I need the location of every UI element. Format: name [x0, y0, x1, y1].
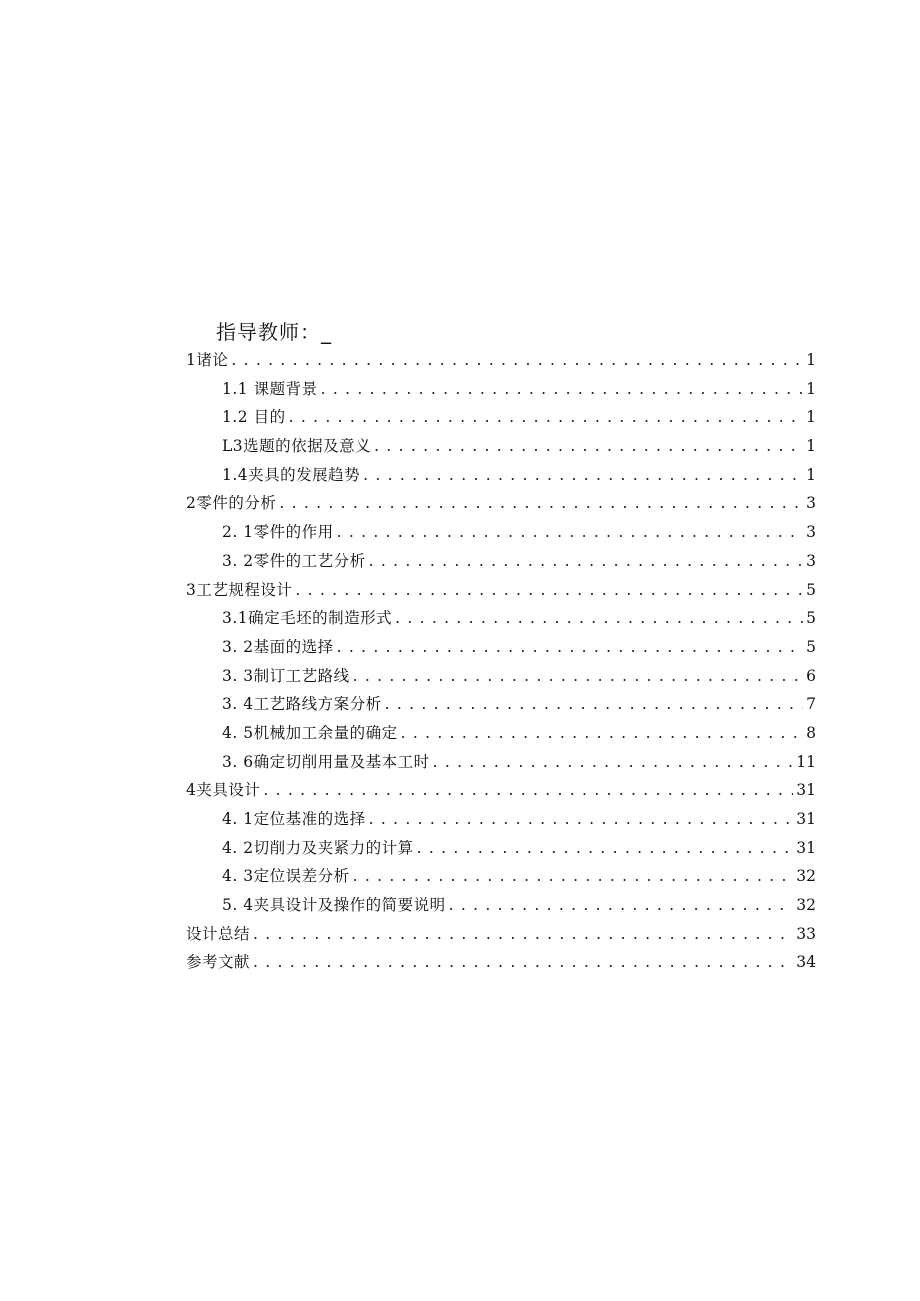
toc-entry-title: 3. 2基面的选择 [222, 637, 334, 656]
toc-entry-page: 7 [806, 695, 816, 714]
toc-entry[interactable] [186, 461, 816, 490]
toc-entry-page: 1 [806, 437, 816, 456]
toc-entry[interactable] [186, 489, 816, 518]
toc-entry-page: 8 [806, 723, 816, 742]
toc-entry[interactable] [186, 604, 816, 633]
toc-dot-leader [449, 891, 794, 920]
toc-entry-title: 2零件的分析 [186, 494, 277, 513]
toc-entry[interactable] [186, 518, 816, 547]
toc-dot-leader [433, 748, 794, 777]
toc-entry-page: 5 [806, 637, 816, 656]
toc-entry-page: 1 [806, 351, 816, 369]
toc-dot-leader [369, 547, 803, 576]
toc-entry-title: 4. 5机械加工余量的确定 [222, 723, 398, 742]
toc-entry[interactable] [186, 748, 816, 777]
toc-entry-page: 3 [806, 494, 816, 513]
toc-entry-title: 3. 2零件的工艺分析 [222, 551, 366, 570]
toc-entry[interactable] [186, 662, 816, 691]
toc-entry-title: 4夹具设计 [186, 781, 261, 800]
toc-entry-title: 1.2 目的 [222, 408, 286, 427]
toc-entry[interactable] [186, 719, 816, 748]
toc-dot-leader [395, 604, 803, 633]
toc-dot-leader [337, 633, 803, 662]
toc-entry-page: 34 [796, 953, 816, 972]
toc-entry-title: 3. 4工艺路线方案分析 [222, 695, 382, 714]
toc-entry-title: 3. 6确定切削用量及基本工时 [222, 752, 430, 771]
toc-entry-page: 5 [806, 609, 816, 628]
toc-entry[interactable] [186, 862, 816, 891]
toc-dot-leader [253, 948, 793, 977]
table-of-contents [186, 346, 816, 977]
toc-entry[interactable] [186, 690, 816, 719]
advisor-label: 指导教师：_ [216, 320, 332, 344]
toc-dot-leader [253, 920, 793, 949]
toc-entry[interactable] [186, 948, 816, 977]
toc-entry-page: 1 [806, 465, 816, 484]
toc-entry[interactable] [186, 375, 816, 404]
toc-dot-leader [321, 375, 803, 404]
toc-entry-title: 5. 4夹具设计及操作的简要说明 [222, 896, 446, 915]
toc-entry[interactable] [186, 776, 816, 805]
toc-entry-page: 11 [796, 752, 816, 771]
toc-entry-page: 31 [796, 810, 816, 828]
toc-entry-page: 1 [806, 379, 816, 398]
toc-entry-title: 2. 1零件的作用 [222, 523, 334, 542]
toc-entry-title: 参考文献 [186, 953, 251, 972]
toc-entry-page: 33 [796, 924, 816, 943]
toc-entry[interactable] [186, 633, 816, 662]
toc-entry-page: 3 [806, 551, 816, 570]
toc-entry[interactable] [186, 920, 816, 949]
toc-entry-page: 1 [806, 408, 816, 427]
toc-entry-title: 4. 1定位基准的选择 [222, 810, 366, 828]
toc-entry[interactable] [186, 403, 816, 432]
toc-dot-leader [363, 461, 803, 490]
toc-dot-leader [374, 432, 803, 461]
toc-entry[interactable] [186, 834, 816, 863]
toc-dot-leader [369, 805, 794, 834]
toc-entry-page: 5 [806, 580, 816, 599]
toc-entry[interactable] [186, 805, 816, 834]
toc-entry[interactable] [186, 547, 816, 576]
toc-dot-leader [417, 834, 794, 863]
toc-dot-leader [289, 403, 803, 432]
toc-entry-title: 3.1确定毛坯的制造形式 [222, 609, 393, 628]
toc-entry-page: 6 [806, 666, 816, 685]
toc-entry[interactable] [186, 891, 816, 920]
toc-entry-title: 4. 3定位误差分析 [222, 867, 350, 886]
toc-entry-title: 设计总结 [186, 924, 251, 943]
toc-entry-page: 31 [796, 838, 816, 857]
toc-dot-leader [385, 690, 803, 719]
toc-entry[interactable] [186, 346, 816, 375]
toc-dot-leader [401, 719, 803, 748]
toc-entry[interactable] [186, 432, 816, 461]
toc-entry-page: 32 [796, 896, 816, 915]
toc-dot-leader [295, 576, 803, 605]
toc-dot-leader [263, 776, 793, 805]
toc-entry-title: 1.4夹具的发展趋势 [222, 465, 361, 484]
toc-dot-leader [279, 489, 803, 518]
toc-entry-page: 32 [796, 867, 816, 886]
toc-dot-leader [353, 862, 794, 891]
toc-entry-title: L3选题的依据及意义 [222, 437, 372, 456]
toc-entry-title: 1诸论 [186, 351, 229, 369]
toc-entry-title: 3工艺规程设计 [186, 580, 293, 599]
toc-entry[interactable] [186, 576, 816, 605]
toc-dot-leader [231, 346, 803, 375]
toc-dot-leader [337, 518, 803, 547]
toc-entry-title: 4. 2切削力及夹紧力的计算 [222, 838, 414, 857]
toc-entry-title: 3. 3制订工艺路线 [222, 666, 350, 685]
toc-entry-page: 3 [806, 523, 816, 542]
toc-entry-title: 1.1 课题背景 [222, 379, 318, 398]
toc-entry-page: 31 [796, 781, 816, 800]
toc-dot-leader [353, 662, 803, 691]
